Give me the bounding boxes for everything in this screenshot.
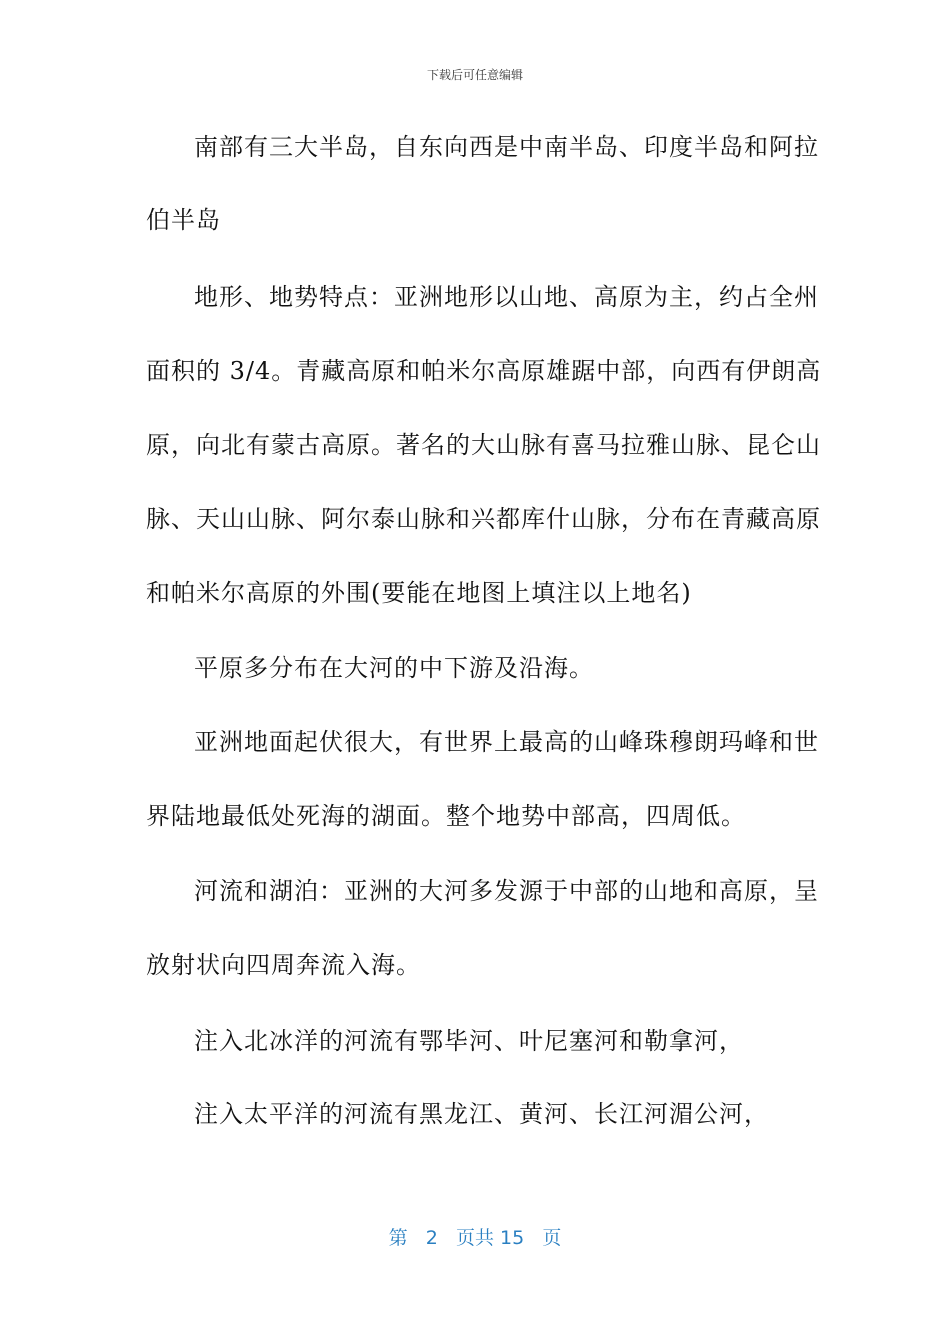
page-number-footer [0, 1226, 950, 1250]
text-line: 南部有三大半岛，自东向西是中南半岛、印度半岛和阿拉 [194, 133, 819, 161]
text-line: 河流和湖泊：亚洲的大河多发源于中部的山地和高原，呈 [194, 877, 819, 905]
text-line: 注入北冰洋的河流有鄂毕河、叶尼塞河和勒拿河， [194, 1027, 744, 1055]
text-line: 伯半岛 [146, 206, 221, 234]
text-line: 放射状向四周奔流入海。 [146, 951, 421, 979]
text-line: 面积的 3/4。青藏高原和帕米尔高原雄踞中部，向西有伊朗高 [146, 357, 822, 385]
footer-middle: 页共 [455, 1227, 494, 1249]
footer-prefix: 第 [388, 1227, 408, 1249]
text-line: 亚洲地面起伏很大，有世界上最高的山峰珠穆朗玛峰和世 [194, 728, 819, 756]
text-line: 和帕米尔高原的外围(要能在地图上填注以上地名) [146, 579, 692, 607]
text-line: 注入太平洋的河流有黑龙江、黄河、长江河湄公河， [194, 1100, 769, 1128]
footer-suffix: 页 [542, 1227, 562, 1249]
text-line: 地形、地势特点：亚洲地形以山地、高原为主，约占全州 [194, 283, 819, 311]
current-page-number: 2 [425, 1227, 438, 1249]
total-pages-number: 15 [500, 1227, 525, 1249]
text-line: 平原多分布在大河的中下游及沿海。 [194, 654, 594, 682]
text-line: 原，向北有蒙古高原。著名的大山脉有喜马拉雅山脉、昆仑山 [146, 431, 821, 459]
page-header-note: 下载后可任意编辑 [426, 68, 523, 82]
text-line: 脉、天山山脉、阿尔泰山脉和兴都库什山脉，分布在青藏高原 [146, 505, 821, 533]
text-line: 界陆地最低处死海的湖面。整个地势中部高，四周低。 [146, 802, 746, 830]
